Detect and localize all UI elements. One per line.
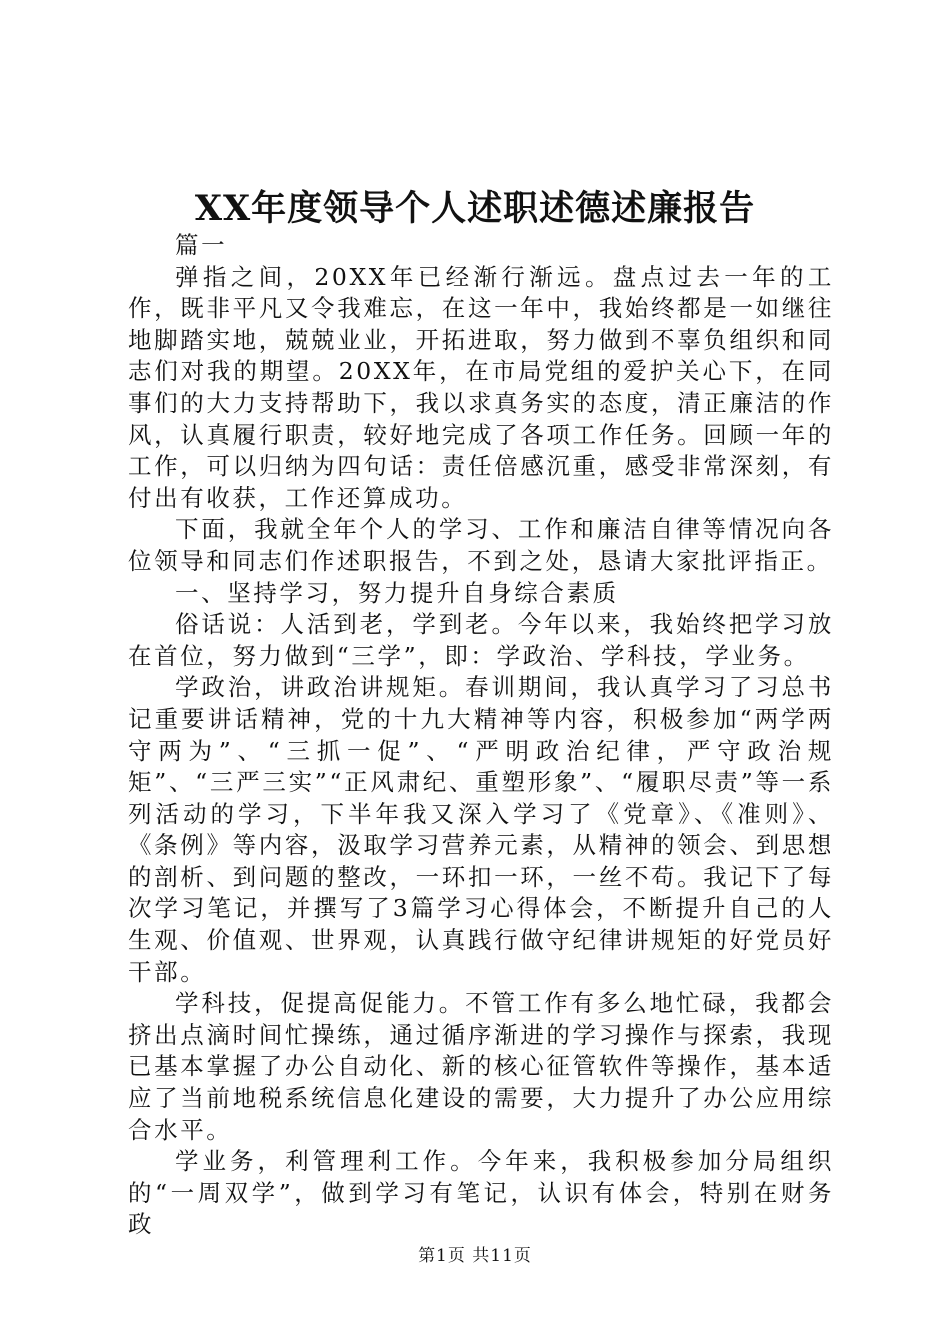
section-label: 篇一 [175,231,228,259]
document-body [128,230,834,1241]
document-title: XX年度领导个人述职述德述廉报告 [194,188,756,229]
body-paragraph: 学科技，促提高促能力。不管工作有多么地忙碌，我都会挤出点滴时间忙操练，通过循序渐进的学习操作与探索，我现已基本掌握了办公自动化、新的核心征管软件等操作，基本适应了当前地税系统信息化建设的需要，大力提升了办公应用综合水平。 [128,989,834,1144]
section-heading: 一、坚持学习，努力提升自身综合素质 [175,578,619,607]
body-paragraph: 下面，我就全年个人的学习、工作和廉洁自律等情况向各位领导和同志们作述职报告，不到之处，恳请大家批评指正。 [128,515,834,575]
body-paragraph: 弹指之间，20XX年已经渐行渐远。盘点过去一年的工作，既非平凡又令我难忘，在这一年中，我始终都是一如继往地脚踏实地，兢兢业业，开拓进取，努力做到不辜负组织和同志们对我的期望。20XX年，在市局党组的爱护关心下，在同事们的大力支持帮助下，我以求真务实的态度，清正廉洁的作风，认真履行职责，较好地完成了各项工作任务。回顾一年的工作，可以归纳为四句话：责任倍感沉重，感受非常深刻，有付出有收获，工作还算成功。 [128,262,834,512]
body-paragraph: 学政治，讲政治讲规矩。春训期间，我认真学习了习总书记重要讲话精神，党的十九大精神等内容，积极参加“两学两守两为”、“三抓一促”、“严明政治纪律，严守政治规矩”、“三严三实”“正风肃纪、重塑形象”、“履职尽责”等一系列活动的学习，下半年我又深入学习了《党章》、《准则》、《条例》等内容，汲取学习营养元素，从精神的领会、到思想的剖析、到问题的整改，一环扣一环，一丝不苟。我记下了每次学习笔记，并撰写了3篇学习心得体会，不断提升自己的人生观、价值观、世界观，认真践行做守纪律讲规矩的好党员好干部。 [128,673,834,986]
page-number-footer: 第1页 共11页 [418,1246,532,1266]
body-paragraph: 学业务，利管理利工作。今年来，我积极参加分局组织的“一周双学”，做到学习有笔记，认识有体会，特别在财务政 [128,1147,834,1239]
body-paragraph: 俗话说：人活到老，学到老。今年以来，我始终把学习放在首位，努力做到“三学”，即：学政治、学科技，学业务。 [128,610,834,670]
